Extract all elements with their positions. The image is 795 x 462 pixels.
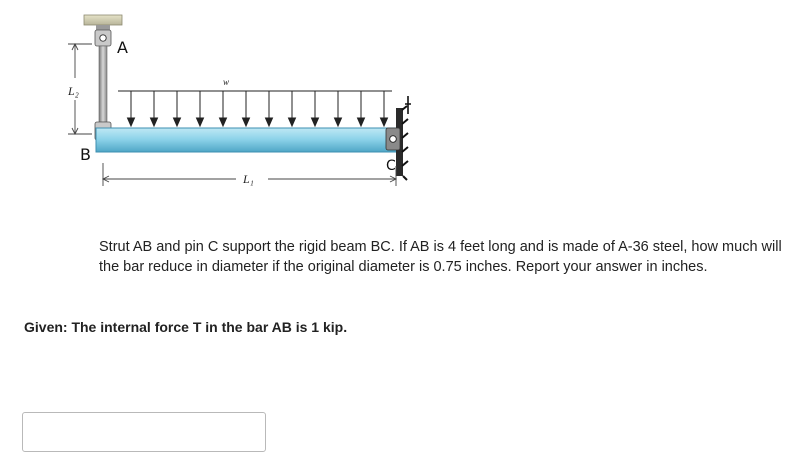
load-arrow <box>220 91 227 126</box>
load-arrow <box>381 91 388 126</box>
load-arrow <box>174 91 181 126</box>
load-arrow <box>266 91 273 126</box>
beam-figure <box>0 0 460 200</box>
load-arrow <box>335 91 342 126</box>
load-arrow <box>197 91 204 126</box>
distributed-load <box>118 91 392 126</box>
strut-ab <box>99 46 107 122</box>
given-text: Given: The internal force T in the bar AB is 1 kip. <box>24 319 348 335</box>
beam-bc <box>96 128 398 152</box>
label-l2: L₂ <box>68 84 79 98</box>
label-a: A <box>117 38 128 57</box>
label-l1: L₁ <box>243 172 254 186</box>
load-arrow <box>289 91 296 126</box>
load-arrow <box>128 91 135 126</box>
load-arrow <box>151 91 158 126</box>
load-arrow <box>312 91 319 126</box>
load-arrow <box>358 91 365 126</box>
label-c: C <box>386 158 396 174</box>
question-text: Strut AB and pin C support the rigid beam BC. If AB is 4 feet long and is made of A-36 steel, how much will the bar reduce in diameter if the original diameter is 0.75 inches. Report your answer in inches. <box>99 239 782 275</box>
label-b: B <box>80 145 91 164</box>
answer-input[interactable] <box>22 412 266 452</box>
label-w: w <box>223 77 230 87</box>
ceiling-support <box>84 15 122 31</box>
pin-a <box>95 30 111 46</box>
load-arrow <box>243 91 250 126</box>
